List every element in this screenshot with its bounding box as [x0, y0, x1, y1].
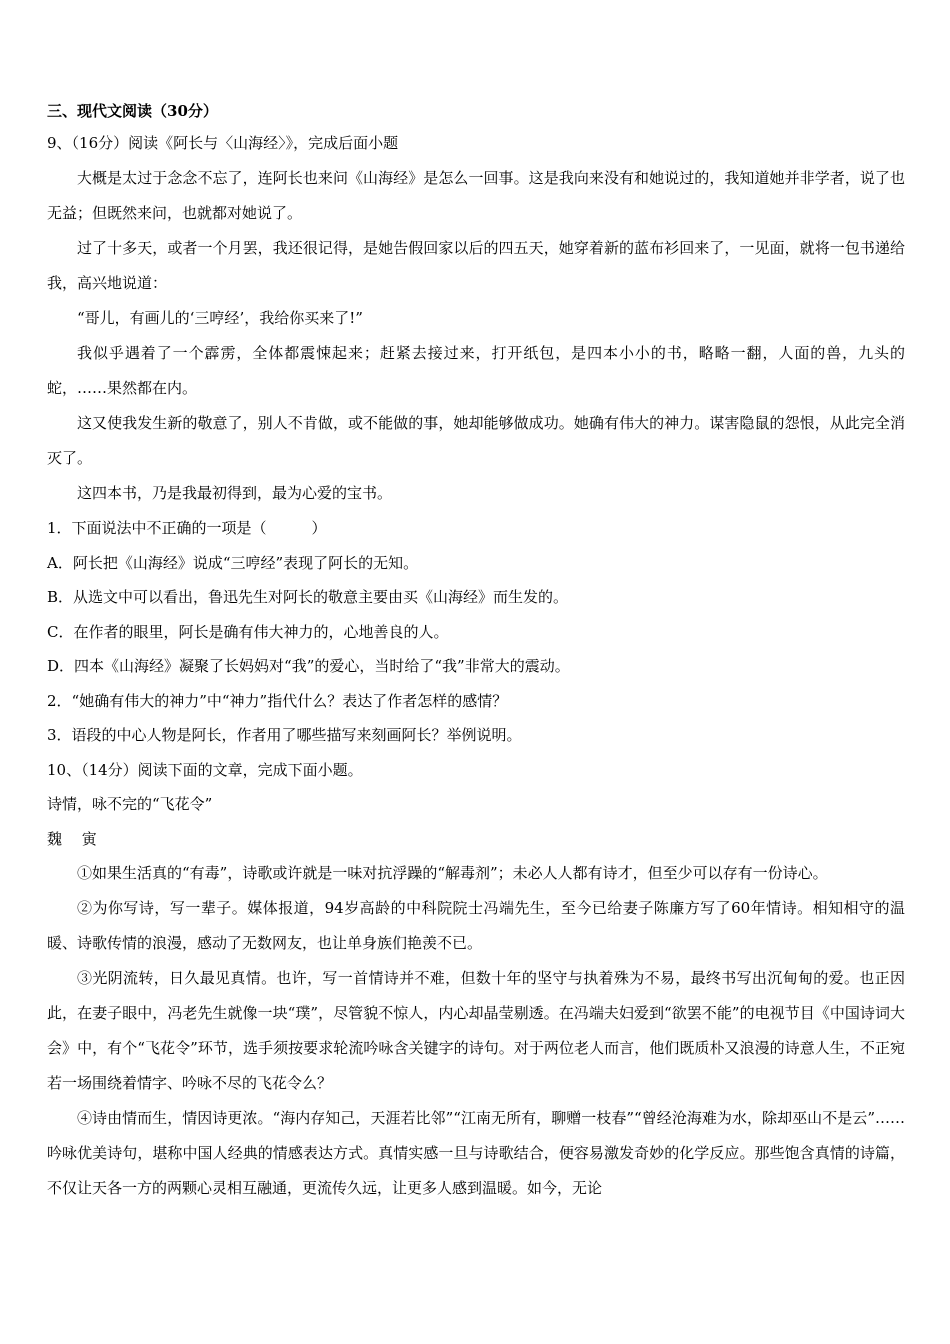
question-9-3: 3．语段的中心人物是阿长，作者用了哪些描写来刻画阿长？举例说明。	[47, 726, 522, 744]
section-title: 三、现代文阅读（30分）	[47, 102, 218, 120]
exam-page	[47, 96, 905, 1206]
option-c: C．在作者的眼里，阿长是确有伟大神力的，心地善良的人。	[47, 622, 449, 641]
option-d: D．四本《山海经》凝聚了长妈妈对“我”的爱心，当时给了“我”非常大的震动。	[47, 657, 570, 675]
question-9-header: 9、（16分）阅读《阿长与〈山海经〉》，完成后面小题	[47, 134, 399, 152]
q9-paragraph-6: 这四本书，乃是我最初得到，最为心爱的宝书。	[77, 484, 393, 502]
q10-paragraph-3: ③光阴流转，日久最见真情。也许，写一首情诗并不难，但数十年的坚守与执着殊为不易，最终书写出沉甸甸的爱。也正因此，在妻子眼中，冯老先生就像一块“璞”，尽管貌不惊人，内心却晶莹剔透。在冯端夫妇爱到“欲罢不能”的电视节目《中国诗词大会》中，有个“飞花令”环节，选手须按要求轮流吟咏含关键字的诗句。对于两位老人而言，他们既质朴又浪漫的诗意人生，不正宛若一场围绕着情字、吟咏不尽的飞花令么？	[47, 969, 905, 1092]
q9-paragraph-1: 大概是太过于念念不忘了，连阿长也来问《山海经》是怎么一回事。这是我向来没有和她说过的，我知道她并非学者，说了也无益；但既然来问，也就都对她说了。	[47, 169, 905, 222]
article-title: 诗情，咏不完的“飞花令”	[47, 795, 213, 813]
article-author: 魏 寅	[47, 829, 105, 848]
q9-paragraph-2: 过了十多天，或者一个月罢，我还很记得，是她告假回家以后的四五天，她穿着新的蓝布衫回来了，一见面，就将一包书递给我，高兴地说道：	[47, 239, 905, 292]
q10-paragraph-2: ②为你写诗，写一辈子。媒体报道，94岁高龄的中科院院士冯端先生，至今已给妻子陈廉方写了60年情诗。相知相守的温暖、诗歌传情的浪漫，感动了无数网友，也让单身族们艳羡不已。	[47, 899, 905, 952]
question-10-header: 10、（14分）阅读下面的文章，完成下面小题。	[47, 760, 363, 779]
q9-paragraph-4: 我似乎遇着了一个霹雳，全体都震悚起来；赶紧去接过来，打开纸包，是四本小小的书，略略一翻，人面的兽，九头的蛇，……果然都在内。	[47, 344, 905, 397]
option-b: B．从选文中可以看出，鲁迅先生对阿长的敬意主要由买《山海经》而生发的。	[47, 588, 569, 606]
option-a: A．阿长把《山海经》说成“三哼经”表现了阿长的无知。	[47, 553, 419, 572]
q9-paragraph-5: 这又使我发生新的敬意了，别人不肯做，或不能做的事，她却能够做成功。她确有伟大的神力。谋害隐鼠的怨恨，从此完全消灭了。	[47, 414, 905, 467]
q9-paragraph-3: “哥儿，有画儿的‘三哼经’，我给你买来了!”	[77, 309, 363, 327]
question-9-1-stem: 1．下面说法中不正确的一项是（ ）	[47, 519, 327, 537]
q10-paragraph-1: ①如果生活真的“有毒”，诗歌或许就是一味对抗浮躁的“解毒剂”；未必人人都有诗才，但至少可以存有一份诗心。	[77, 864, 828, 882]
question-9-2: 2．“她确有伟大的神力”中“神力”指代什么？表达了作者怎样的感情？	[47, 691, 508, 710]
q10-paragraph-4: ④诗由情而生，情因诗更浓。“海内存知己，天涯若比邻”“江南无所有，聊赠一枝春”“曾经沧海难为水，除却巫山不是云”……吟咏优美诗句，堪称中国人经典的情感表达方式。真情实感一旦与诗歌结合，便容易激发奇妙的化学反应。那些饱含真情的诗篇，不仅让天各一方的两颗心灵相互融通，更流传久远，让更多人感到温暖。如今，无论	[47, 1109, 905, 1197]
